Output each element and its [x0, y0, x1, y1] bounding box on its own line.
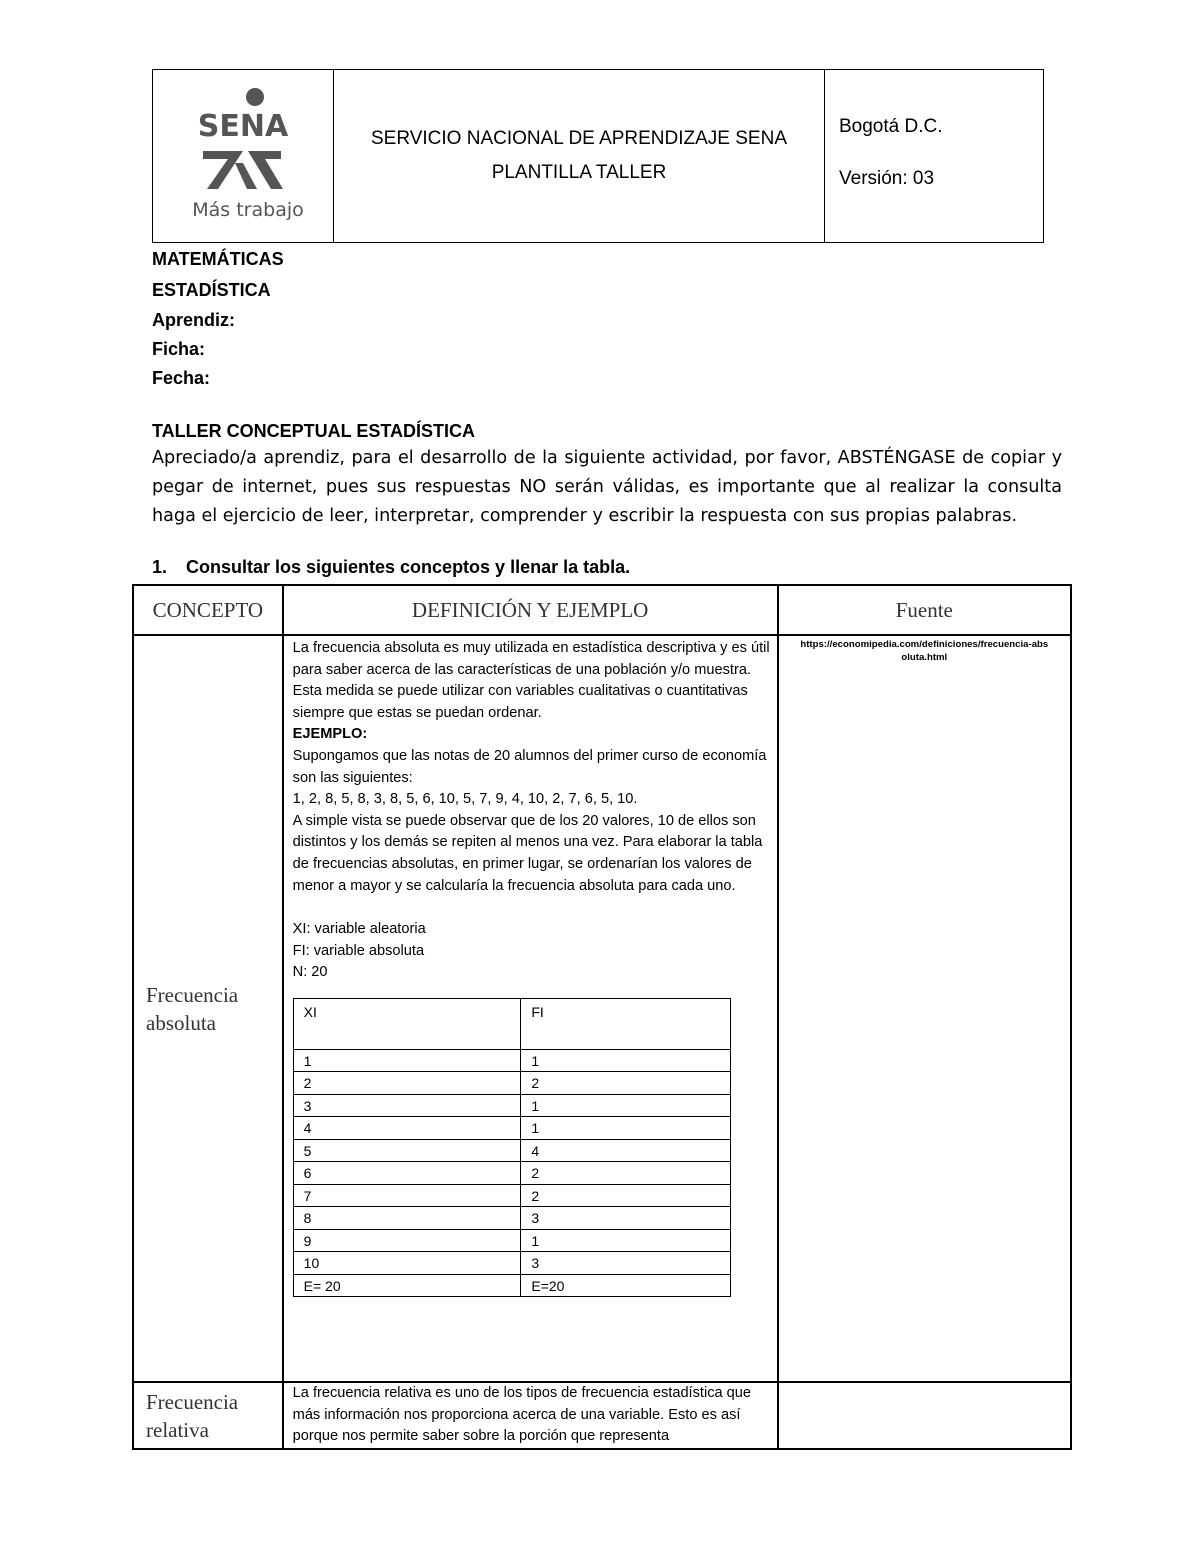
- table-row: [293, 1229, 730, 1252]
- freq-fi: 1: [521, 1049, 730, 1072]
- header-definicion: DEFINICIÓN Y EJEMPLO: [283, 585, 778, 635]
- freq-fi: 4: [521, 1139, 730, 1162]
- example-explanation: A simple vista se puede observar que de los 20 valores, 10 de ellos son distintos y los demás se repiten al menos una vez. Para elaborar la tabla de frecuencias absolutas, en primer lugar, se ordenarían los valores de menor a mayor y se calcularía la frecuencia absoluta para cada uno.: [292, 812, 763, 894]
- logo-name: SENA: [197, 109, 289, 144]
- version-label: Versión: 03: [839, 168, 935, 189]
- aprendiz-label: Aprendiz:: [152, 310, 235, 330]
- institution-title: SERVICIO NACIONAL DE APRENDIZAJE SENA: [371, 128, 787, 149]
- table-row: [293, 1094, 730, 1117]
- meta-cell: [825, 70, 1044, 243]
- freq-xi: 3: [293, 1094, 521, 1117]
- freq-xi: 5: [293, 1139, 521, 1162]
- freq-xi: 2: [293, 1072, 521, 1095]
- topic-label: ESTADÍSTICA: [152, 280, 271, 300]
- concepts-header-row: [133, 585, 1071, 635]
- table-row: [293, 1184, 730, 1207]
- table-row: [133, 635, 1071, 1382]
- source-cell-relativa: [778, 1382, 1071, 1449]
- table-row: [293, 1117, 730, 1140]
- instructions-paragraph: Apreciado/a aprendiz, para el desarrollo de la siguiente actividad, por favor, ABSTÉNGASE de copiar y pegar de internet, pues sus respuestas NO serán válidas, es importante que al realizar la consulta haga el ejercicio de leer, interpretar, comprender y escribir la respuesta con sus propias palabras.: [152, 448, 1062, 526]
- freq-xi: E= 20: [293, 1274, 521, 1297]
- question-number: 1.: [152, 557, 168, 577]
- concept-cell-relativa: [133, 1382, 283, 1449]
- freq-xi: 10: [293, 1252, 521, 1275]
- freq-xi: 7: [293, 1184, 521, 1207]
- frequency-header-row: [293, 998, 730, 1049]
- freq-header-fi: FI: [521, 998, 730, 1049]
- question-text: Consultar los siguientes conceptos y llenar la tabla.: [186, 557, 631, 577]
- frequency-table: [293, 998, 731, 1298]
- title-cell: [334, 70, 825, 243]
- ficha-label: Ficha:: [152, 339, 206, 359]
- city-label: Bogotá D.C.: [839, 116, 943, 137]
- concept-line: relativa: [146, 1417, 209, 1442]
- freq-fi: 1: [521, 1229, 730, 1252]
- sena-logo-icon: [173, 81, 313, 231]
- source-link[interactable]: https://economipedia.com/definiciones/frecuencia-absoluta.html: [800, 639, 1049, 663]
- freq-fi: 1: [521, 1094, 730, 1117]
- var-fi: FI: variable absoluta: [292, 942, 425, 959]
- definition-text: La frecuencia relativa es uno de los tipos de frecuencia estadística que más información nos proporciona acerca de una variable. Esto es así porque nos permite saber sobre la porción que representa: [292, 1385, 752, 1445]
- table-row: [293, 1049, 730, 1072]
- table-row: [293, 1274, 730, 1297]
- concept-line: Frecuencia: [146, 1389, 239, 1414]
- header-fuente: Fuente: [778, 585, 1071, 635]
- concept-line: absoluta: [146, 1010, 216, 1035]
- taller-section: [152, 418, 1062, 531]
- header-table: [152, 69, 1044, 243]
- definition-text: La frecuencia absoluta es muy utilizada en estadística descriptiva y es útil para saber acerca de las características de una población y/o muestra. Esta medida se puede utilizar con variables cualitativas o cuantitativas siempre que estas se puedan ordenar.: [292, 640, 770, 721]
- freq-header-xi: XI: [293, 998, 521, 1049]
- freq-xi: 8: [293, 1207, 521, 1230]
- concept-cell-absoluta: [133, 635, 283, 1382]
- freq-xi: 6: [293, 1162, 521, 1185]
- example-text: Supongamos que las notas de 20 alumnos del primer curso de economía son las siguientes:: [292, 747, 767, 786]
- freq-fi: 3: [521, 1207, 730, 1230]
- header-concepto: CONCEPTO: [133, 585, 283, 635]
- freq-fi: 2: [521, 1162, 730, 1185]
- subject-label: MATEMÁTICAS: [152, 249, 284, 269]
- table-row: [293, 1139, 730, 1162]
- concepts-table: [132, 584, 1072, 1450]
- template-title: PLANTILLA TALLER: [491, 162, 667, 183]
- definition-cell-absoluta: [283, 635, 778, 1382]
- table-row: [133, 1382, 1071, 1449]
- var-n: N: 20: [292, 964, 328, 981]
- fecha-label: Fecha:: [152, 368, 211, 388]
- info-block: [152, 244, 284, 393]
- freq-fi: 1: [521, 1117, 730, 1140]
- example-numbers: 1, 2, 8, 5, 8, 3, 8, 5, 6, 10, 5, 7, 9, 4, 10, 2, 7, 6, 5, 10.: [292, 791, 638, 808]
- question-1: [152, 557, 630, 578]
- table-row: [293, 1252, 730, 1275]
- logo-cell: [153, 70, 334, 243]
- freq-xi: 9: [293, 1229, 521, 1252]
- freq-fi: E=20: [521, 1274, 730, 1297]
- table-row: [293, 1162, 730, 1185]
- taller-title: TALLER CONCEPTUAL ESTADÍSTICA: [152, 421, 475, 441]
- freq-xi: 1: [293, 1049, 521, 1072]
- example-label: EJEMPLO:: [292, 726, 368, 743]
- concept-line: Frecuencia: [146, 982, 239, 1007]
- table-row: [293, 1072, 730, 1095]
- freq-xi: 4: [293, 1117, 521, 1140]
- freq-fi: 2: [521, 1072, 730, 1095]
- definition-cell-relativa: [283, 1382, 778, 1449]
- var-xi: XI: variable aleatoria: [292, 921, 426, 938]
- freq-fi: 2: [521, 1184, 730, 1207]
- freq-fi: 3: [521, 1252, 730, 1275]
- logo-tagline: Más trabajo: [192, 199, 304, 221]
- source-cell-absoluta: [778, 635, 1071, 1382]
- table-row: [293, 1207, 730, 1230]
